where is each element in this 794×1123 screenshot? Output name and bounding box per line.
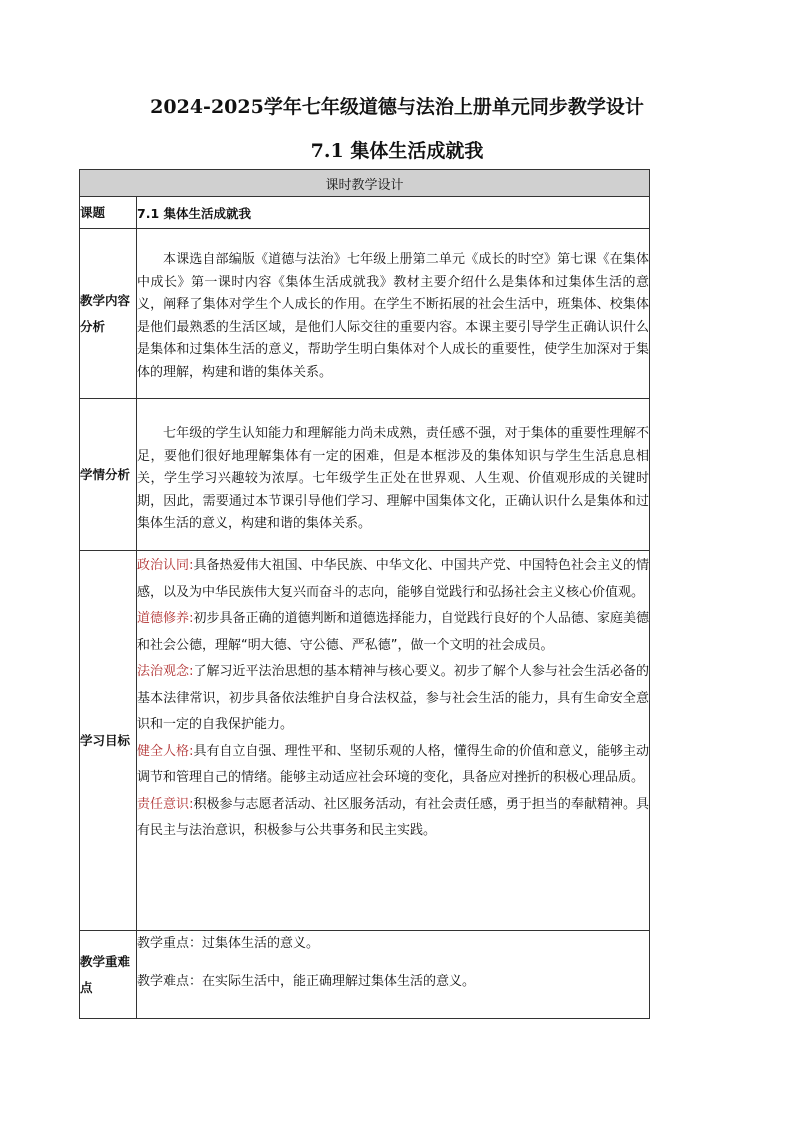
objective-tag: 健全人格: — [137, 743, 194, 759]
objective-tag: 法治观念: — [137, 664, 194, 679]
objective-item — [137, 792, 649, 845]
lesson-design-table — [79, 169, 650, 1019]
document-title: 2024-2025学年七年级道德与法治上册单元同步教学设计 — [150, 96, 644, 118]
content-analysis-text: 本课选自部编版《道德与法治》七年级上册第二单元《成长的时空》第七课《在集体中成长》第一课时内容《集体生活成就我》教材主要介绍什么是集体和过集体生活的意义，阐释了集体对学生个人成长的作用。在学生不断拓展的社会生活中，班集体、校集体是他们最熟悉的生活区域，是他们人际交往的重要内容。本课主要引导学生正确认识什么是集体和过集体生活的意义，帮助学生明白集体对个人成长的重要性，使学生加深对于集体的理解，构建和谐的集体关系。 — [137, 252, 650, 380]
difficult-point-text: 教学难点：在实际生活中，能正确理解过集体生活的意义。 — [137, 974, 476, 989]
student-analysis-text: 七年级的学生认知能力和理解能力尚未成熟，责任感不强，对于集体的重要性理解不足，要他们很好地理解集体有一定的困难，但是本框涉及的集体知识与学生生活息息相关，学生学习兴趣较为浓厚。七年级学生正处在世界观、人生观、价值观形成的关键时期，因此，需要通过本节课引导他们学习、理解中国集体文化，正确认识什么是集体和过集体生活的意义，构建和谐的集体关系。 — [137, 426, 650, 531]
key-point-text: 教学重点：过集体生活的意义。 — [137, 936, 320, 951]
objective-text: 积极参与志愿者活动、社区服务活动，有社会责任感，勇于担当的奉献精神。具有民主与法治意识，积极参与公共事务和民主实践。 — [137, 796, 650, 838]
objective-text: 了解习近平法治思想的基本精神与核心要义。初步了解个人参与社会生活必备的基本法律常识，初步具备依法维护自身合法权益，参与社会生活的能力，具有生命安全意识和一定的自我保护能力。 — [137, 664, 650, 732]
objective-text: 具有自立自强、理性平和、坚韧乐观的人格，懂得生命的价值和意义，能够主动调节和管理自己的情绪。能够主动适应社会环境的变化，具备应对挫折的积极心理品质。 — [137, 743, 650, 785]
document-subtitle: 7.1 集体生活成就我 — [310, 140, 484, 162]
objective-tag: 责任意识: — [137, 796, 194, 812]
content-analysis-label: 教学内容分析 — [80, 229, 137, 399]
objective-text: 具备热爱伟大祖国、中华民族、中华文化、中国共产党、中国特色社会主义的情感，以及为中华民族伟大复兴而奋斗的志向，能够自觉践行和弘扬社会主义核心价值观。 — [137, 558, 650, 600]
key-difficult-label: 教学重难点 — [80, 931, 137, 1019]
objective-tag: 道德修养: — [137, 611, 194, 626]
student-analysis-label: 学情分析 — [80, 399, 137, 551]
objective-tag: 政治认同: — [137, 558, 194, 573]
objective-item — [137, 739, 649, 792]
table-header: 课时教学设计 — [80, 170, 650, 197]
objective-item — [137, 659, 649, 739]
objective-item — [137, 606, 649, 659]
objective-text: 初步具备正确的道德判断和道德选择能力，自觉践行良好的个人品德、家庭美德和社会公德，理解“明大德、守公德、严私德”，做一个文明的社会成员。 — [137, 611, 650, 653]
topic-value: 7.1 集体生活成就我 — [137, 197, 650, 229]
topic-label: 课题 — [80, 197, 137, 229]
objective-item — [137, 553, 649, 606]
objectives-label: 学习目标 — [80, 551, 137, 931]
